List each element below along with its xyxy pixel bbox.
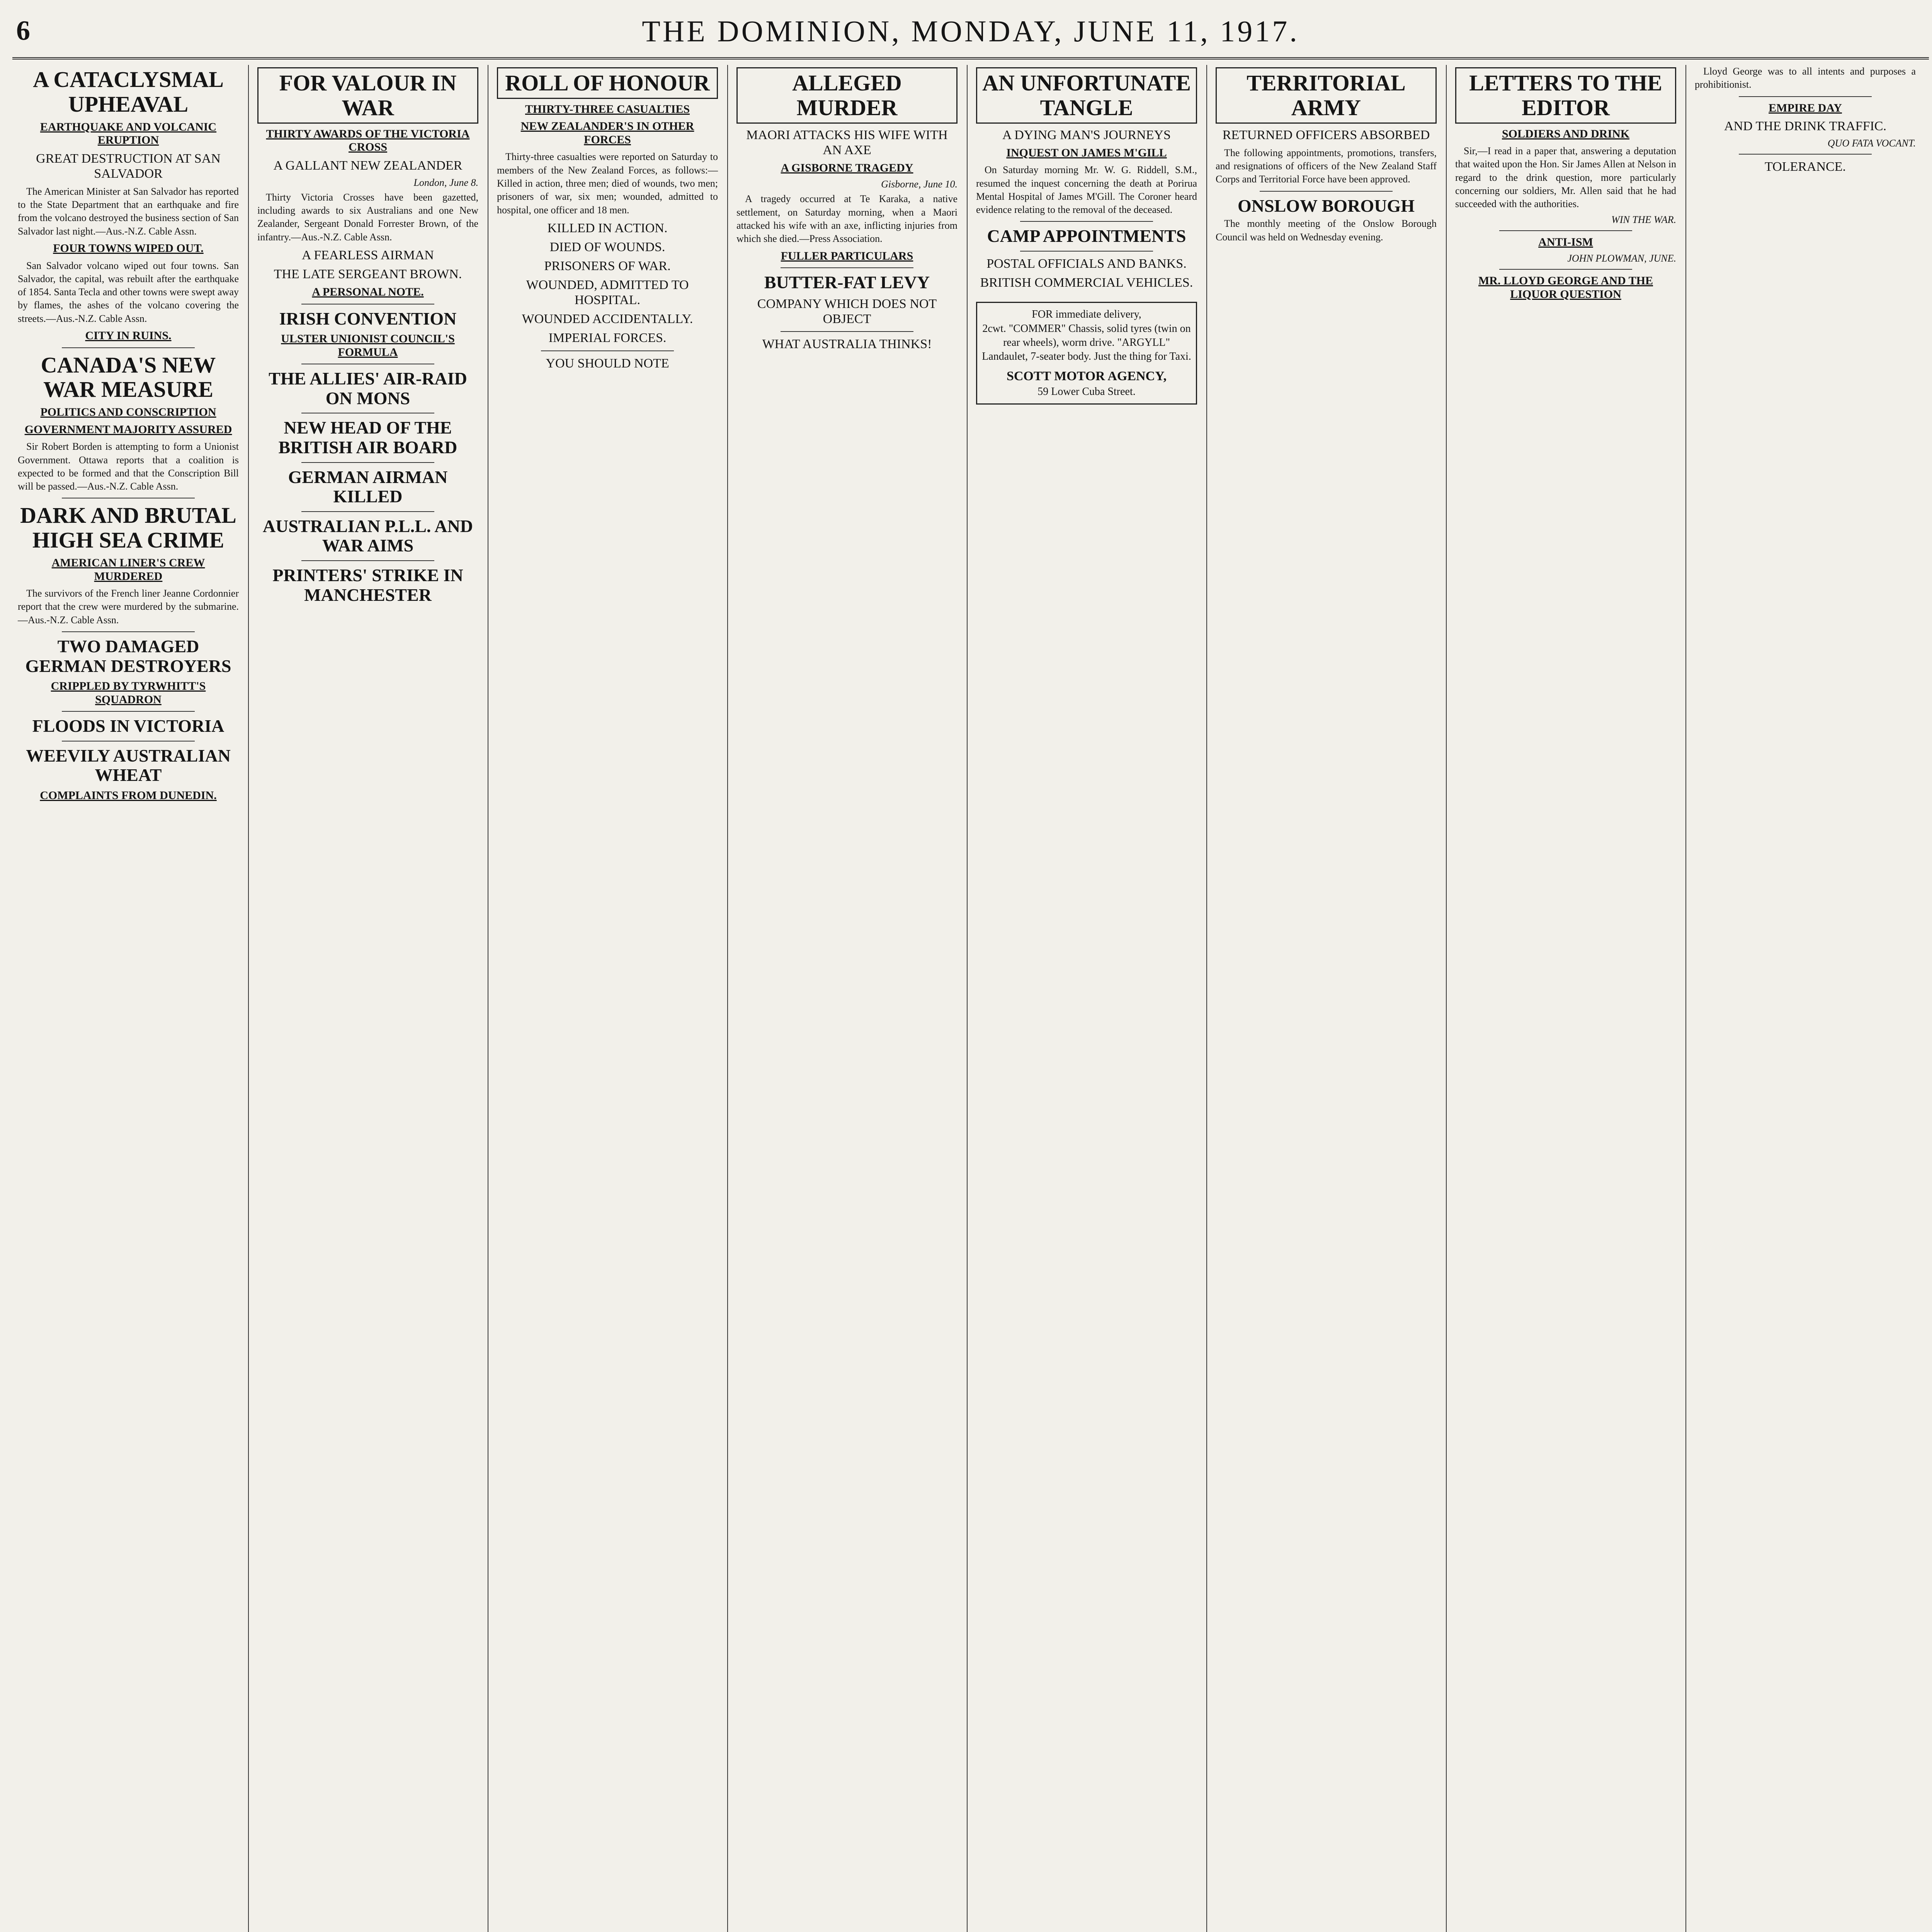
headline: TERRITORIAL ARMY [1216,67,1437,124]
subheadline: SOLDIERS AND DRINK [1502,127,1630,140]
section-heading: KILLED IN ACTION. [547,221,668,235]
column-1 [12,65,244,1932]
divider [1739,154,1871,155]
article-text: Thirty-three casualties were reported on Saturday to members of the New Zealand Forces, as follows:—Killed in action, three men; died of wounds, two men; prisoners of war, six men; wounded, admitted to hospital, one officer and 18 men. [497,151,718,216]
subheadline: CRIPPLED BY TYRWHITT'S SQUADRON [51,680,206,706]
divider [301,560,434,561]
subheadline: AMERICAN LINER'S CREW MURDERED [51,556,205,583]
subheadline: A DYING MAN'S JOURNEYS [1002,128,1171,142]
subheadline: THIRTY AWARDS OF THE VICTORIA CROSS [266,127,470,154]
section-heading: PRISONERS OF WAR. [544,259,671,274]
headline: WEEVILY AUSTRALIAN WHEAT [26,745,231,785]
article-text: The American Minister at San Salvador has reported to the State Department that an earthquake and fire from the volcano destroyed the business section of San Salvador last night.—Aus.-N.Z. Cable Assn. [18,185,239,237]
column-8 [1689,65,1921,1932]
subheadline: CITY IN RUINS. [85,329,172,342]
newspaper-page [12,11,1929,1932]
headline: THE ALLIES' AIR-RAID ON MONS [269,369,467,408]
section-heading: WOUNDED, ADMITTED TO HOSPITAL. [526,278,689,308]
advertisement-heading: YOU SHOULD NOTE [546,356,669,371]
divider [1499,230,1632,231]
subheadline: COMPANY WHICH DOES NOT OBJECT [757,296,937,326]
signature: WIN THE WAR. [1611,214,1676,225]
page-number: 6 [16,15,30,46]
subheadline: POSTAL OFFICIALS AND BANKS. [986,257,1187,271]
column-rule [727,65,728,1932]
article-text: San Salvador volcano wiped out four towns. San Salvador, the capital, was rebuilt after the earthquake of 1854. Santa Tecla and other towns were swept away by flames, the ashes of the volcano covering the streets.—Aus.-N.Z. Cable Assn. [18,260,239,324]
column-rule [1446,65,1447,1932]
dateline: London, June 8. [413,177,478,188]
divider [541,350,673,351]
subheadline: TOLERANCE. [1765,160,1846,174]
headline: ONSLOW BOROUGH [1238,196,1415,216]
headline: LETTERS TO THE EDITOR [1455,67,1676,124]
subheadline: COMPLAINTS FROM DUNEDIN. [40,789,217,802]
headline: FLOODS IN VICTORIA [32,716,224,736]
column-rule [1685,65,1686,1932]
column-rule [248,65,249,1932]
article-text: On Saturday morning Mr. W. G. Riddell, S.M., resumed the inquest concerning the death at Porirua Mental Hospital of James M'Gill. The Coroner heard evidence relating to the removal of the deceased. [976,164,1197,216]
signature: QUO FATA VOCANT. [1827,138,1916,149]
headline: IRISH CONVENTION [279,308,457,328]
column-rule [1206,65,1207,1932]
subheadline: GREAT DESTRUCTION AT SAN SALVADOR [36,151,221,181]
divider [62,711,194,712]
subheadline: BRITISH COMMERCIAL VEHICLES. [980,276,1193,290]
subheadline: FOUR TOWNS WIPED OUT. [53,242,204,255]
headline: PRINTERS' STRIKE IN MANCHESTER [272,565,463,605]
subheadline: GOVERNMENT MAJORITY ASSURED [24,423,232,436]
headline: GERMAN AIRMAN KILLED [288,467,448,507]
divider [62,347,194,348]
article-text: The following appointments, promotions, transfers, and resignations of officers of the New Zealand Staff Corps and Territorial Force have been approved. [1216,147,1437,185]
subheadline: EARTHQUAKE AND VOLCANIC ERUPTION [40,120,217,147]
signature: JOHN PLOWMAN, JUNE. [1567,253,1676,264]
divider [1739,96,1871,97]
article-text: The monthly meeting of the Onslow Borough Council was held on Wednesday evening. [1216,218,1437,243]
letter-text: Lloyd George was to all intents and purposes a prohibitionist. [1695,66,1916,90]
divider [1499,269,1632,270]
column-7 [1450,65,1682,1932]
masthead [12,11,1929,60]
subheadline: MR. LLOYD GEORGE AND THE LIQUOR QUESTION [1478,274,1653,301]
columns [12,65,1929,1932]
article-text: The survivors of the French liner Jeanne Cordonnier report that the crew were murdered by the submarine.—Aus.-N.Z. Cable Assn. [18,588,239,626]
headline: NEW HEAD OF THE BRITISH AIR BOARD [278,418,457,457]
headline: ALLEGED MURDER [736,67,957,124]
ad-title: FOR immediate delivery, [1032,308,1141,321]
subheadline: WHAT AUSTRALIA THINKS! [762,337,932,351]
advertisement [976,302,1197,405]
headline: BUTTER-FAT LEVY [764,272,930,293]
divider [62,631,194,632]
ad-address: 59 Lower Cuba Street. [1037,385,1136,398]
subheadline: THIRTY-THREE CASUALTIES [525,102,690,116]
article-text: Thirty Victoria Crosses have been gazetted, including awards to six Australians and one New Zealander, Sergeant Donald Forrester Brown, of the infantry.—Aus.-N.Z. Cable Assn. [257,191,478,243]
letter-text: Sir,—I read in a paper that, answering a deputation that waited upon the Hon. Sir James Allen at Nelson in regard to the drink question, more particularly concerning our soldiers, Mr. Allen said that he had succeeded with the authorities. [1455,145,1676,210]
subheadline: ULSTER UNIONIST COUNCIL'S FORMULA [281,332,455,359]
subheadline: MAORI ATTACKS HIS WIFE WITH AN AXE [746,128,948,157]
article-text: Sir Robert Borden is attempting to form a Unionist Government. Ottawa reports that a coalition is expected to be formed and that the Conscription Bill will be passed.—Aus.-N.Z. Cable Assn. [18,441,239,492]
subheadline: A GALLANT NEW ZEALANDER [273,158,463,173]
subheadline: A PERSONAL NOTE. [312,286,424,299]
dateline: Gisborne, June 10. [881,179,957,190]
divider [1020,221,1153,222]
headline: TWO DAMAGED GERMAN DESTROYERS [25,636,231,676]
column-4 [731,65,963,1932]
subheadline: RETURNED OFFICERS ABSORBED [1222,128,1430,142]
headline: CANADA'S NEW WAR MEASURE [41,352,216,402]
headline: CAMP APPOINTMENTS [987,226,1186,246]
headline: A CATACLYSMAL UPHEAVAL [33,67,224,117]
subheadline: POLITICS AND CONSCRIPTION [40,406,216,419]
ad-body: 2cwt. "COMMER" Chassis, solid tyres (twin on rear wheels), worm drive. "ARGYLL" Landaulet, 7-seater body. Just the thing for Taxi. [982,322,1191,363]
headline: FOR VALOUR IN WAR [257,67,478,124]
subheadline: A FEARLESS AIRMAN [302,248,434,262]
column-6 [1210,65,1442,1932]
subheadline: NEW ZEALANDER'S IN OTHER FORCES [520,120,694,146]
divider [1260,191,1392,192]
headline: AN UNFORTUNATE TANGLE [976,67,1197,124]
column-3 [492,65,723,1932]
subheadline: FULLER PARTICULARS [781,249,913,262]
subheadline: THE LATE SERGEANT BROWN. [274,267,462,282]
divider [781,331,913,332]
section-heading: DIED OF WOUNDS. [549,240,665,254]
column-2 [252,65,484,1932]
headline: AUSTRALIAN P.L.L. AND WAR AIMS [262,516,473,556]
section-heading: WOUNDED ACCIDENTALLY. [522,312,693,327]
divider [781,267,913,268]
subheadline: EMPIRE DAY [1769,101,1842,114]
column-5 [971,65,1202,1932]
headline: ROLL OF HONOUR [497,67,718,99]
subheadline: ANTI-ISM [1538,235,1593,248]
subheadline: AND THE DRINK TRAFFIC. [1724,119,1886,134]
headline: DARK AND BRUTAL HIGH SEA CRIME [20,503,236,553]
article-text: A tragedy occurred at Te Karaka, a native settlement, on Saturday morning, when a Maori attacked his wife with an axe, inflicting injuries from which she died.—Press Association. [736,193,957,245]
divider [301,511,434,512]
divider [301,462,434,463]
subheadline: INQUEST ON JAMES M'GILL [1006,146,1167,159]
divider [1020,251,1153,252]
subheadline: A GISBORNE TRAGEDY [781,161,913,174]
newspaper-title: THE DOMINION, MONDAY, JUNE 11, 1917. [642,14,1299,48]
divider [62,741,194,742]
column-rule [967,65,968,1932]
section-heading: IMPERIAL FORCES. [548,331,667,345]
ad-advertiser: SCOTT MOTOR AGENCY, [1006,369,1167,383]
